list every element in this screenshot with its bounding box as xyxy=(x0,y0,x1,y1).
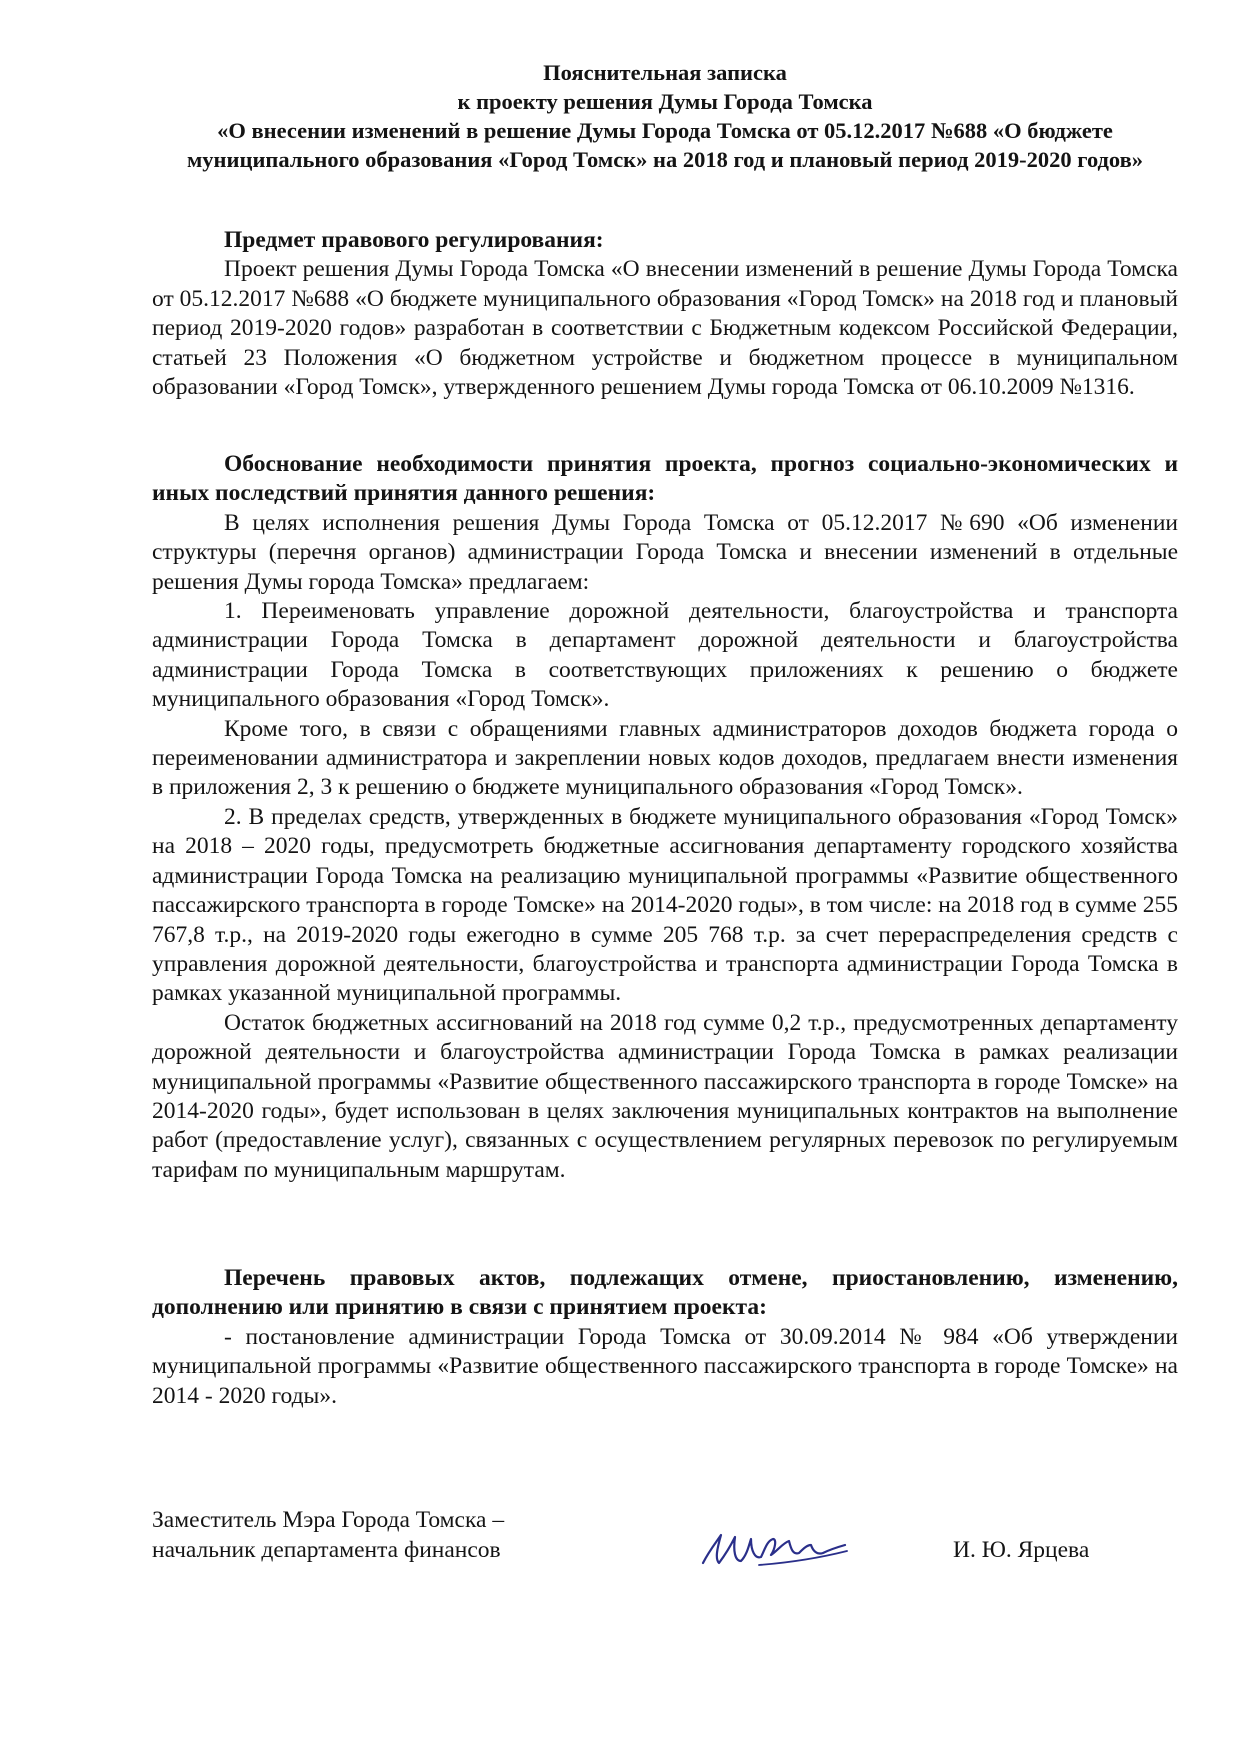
document-title xyxy=(150,58,1180,174)
title-line-3: «О внесении изменений в решение Думы Города Томска от 05.12.2017 №688 «О бюджете муниципального образования «Город Томск» на 2018 год и плановый период 2019-2020 годов» xyxy=(186,118,1144,172)
title-line-1: Пояснительная записка xyxy=(543,60,787,85)
section-subject-heading: Предмет правового регулирования: xyxy=(224,227,604,253)
section-justification-paragraph: Кроме того, в связи с обращениями главных администраторов доходов бюджета города о переименовании администратора и закреплении новых кодов доходов, предлагаем внести изменения в приложения 2, 3 к решению о бюджете муниципального образования «Город Томск». xyxy=(152,715,1178,801)
section-justification-paragraph: 1. Переименовать управление дорожной деятельности, благоустройства и транспорта администрации Города Томска в департамент дорожной деятельности и благоустройства администрации Города Томска в соответствующих приложениях к решению о бюджете муниципального образования «Город Томск». xyxy=(152,598,1178,713)
section-legal-acts-paragraph: - постановление администрации Города Томска от 30.09.2014 № 984 «Об утверждении муниципальной программы «Развитие общественного пассажирского транспорта в городе Томске» на 2014 - 2020 годы». xyxy=(152,1323,1178,1409)
section-justification-paragraph: В целях исполнения решения Думы Города Томска от 05.12.2017 №690 «Об изменении структуры (перечня органов) администрации Города Томска и внесении изменений в отдельные решения Думы города Томска» предлагаем: xyxy=(152,509,1178,595)
section-subject-paragraph: Проект решения Думы Города Томска «О внесении изменений в решение Думы Города Томска от 05.12.2017 №688 «О бюджете муниципального образования «Город Томск» на 2018 год и плановый период 2019-2020 годов» разработан в соответствии с Бюджетным кодексом Российской Федерации, статьей 23 Положения «О бюджетном устройстве и бюджетном процессе в муниципальном образовании «Город Томск», утвержденного решением Думы города Томска от 06.10.2009 №1316. xyxy=(152,256,1178,401)
signatory-position-line-1: Заместитель Мэра Города Томска – xyxy=(152,1507,505,1533)
signatory-position-line-2: начальник департамента финансов xyxy=(152,1537,501,1563)
signatory-name: И. Ю. Ярцева xyxy=(953,1537,1090,1563)
section-justification-paragraph: 2. В пределах средств, утвержденных в бюджете муниципального образования «Город Томск» на 2018 – 2020 годы, предусмотреть бюджетные ассигнования департаменту городского хозяйства администрации Города Томска на реализацию муниципальной программы «Развитие общественного пассажирского транспорта в городе Томске» на 2014-2020 годы», в том числе: на 2018 год в сумме 255 767,8 т.р., на 2019-2020 годы ежегодно в сумме 205 768 т.р. за счет перераспределения средств с управления дорожной деятельности, благоустройства и транспорта администрации Города Томска в рамках указанной муниципальной программы. xyxy=(152,803,1178,1007)
handwritten-signature-icon xyxy=(695,1505,855,1580)
signatory-position xyxy=(152,1505,752,1565)
section-subject xyxy=(152,226,1178,402)
section-legal-acts-heading: Перечень правовых актов, подлежащих отмене, приостановлению, изменению, дополнению или принятию в связи с принятием проекта: xyxy=(152,1265,1178,1321)
section-legal-acts xyxy=(152,1264,1178,1411)
section-justification xyxy=(152,450,1178,1185)
title-line-2: к проекту решения Думы Города Томска xyxy=(457,89,873,114)
section-justification-heading: Обоснование необходимости принятия проекта, прогноз социально-экономических и иных последствий принятия данного решения: xyxy=(152,451,1178,507)
section-justification-paragraph: Остаток бюджетных ассигнований на 2018 год сумме 0,2 т.р., предусмотренных департаменту дорожной деятельности и благоустройства администрации Города Томска в рамках реализации муниципальной программы «Развитие общественного пассажирского транспорта в городе Томске» на 2014-2020 годы», будет использован в целях заключения муниципальных контрактов на выполнение работ (предоставление услуг), связанных с осуществлением регулярных перевозок по регулируемым тарифам по муниципальным маршрутам. xyxy=(152,1009,1178,1183)
